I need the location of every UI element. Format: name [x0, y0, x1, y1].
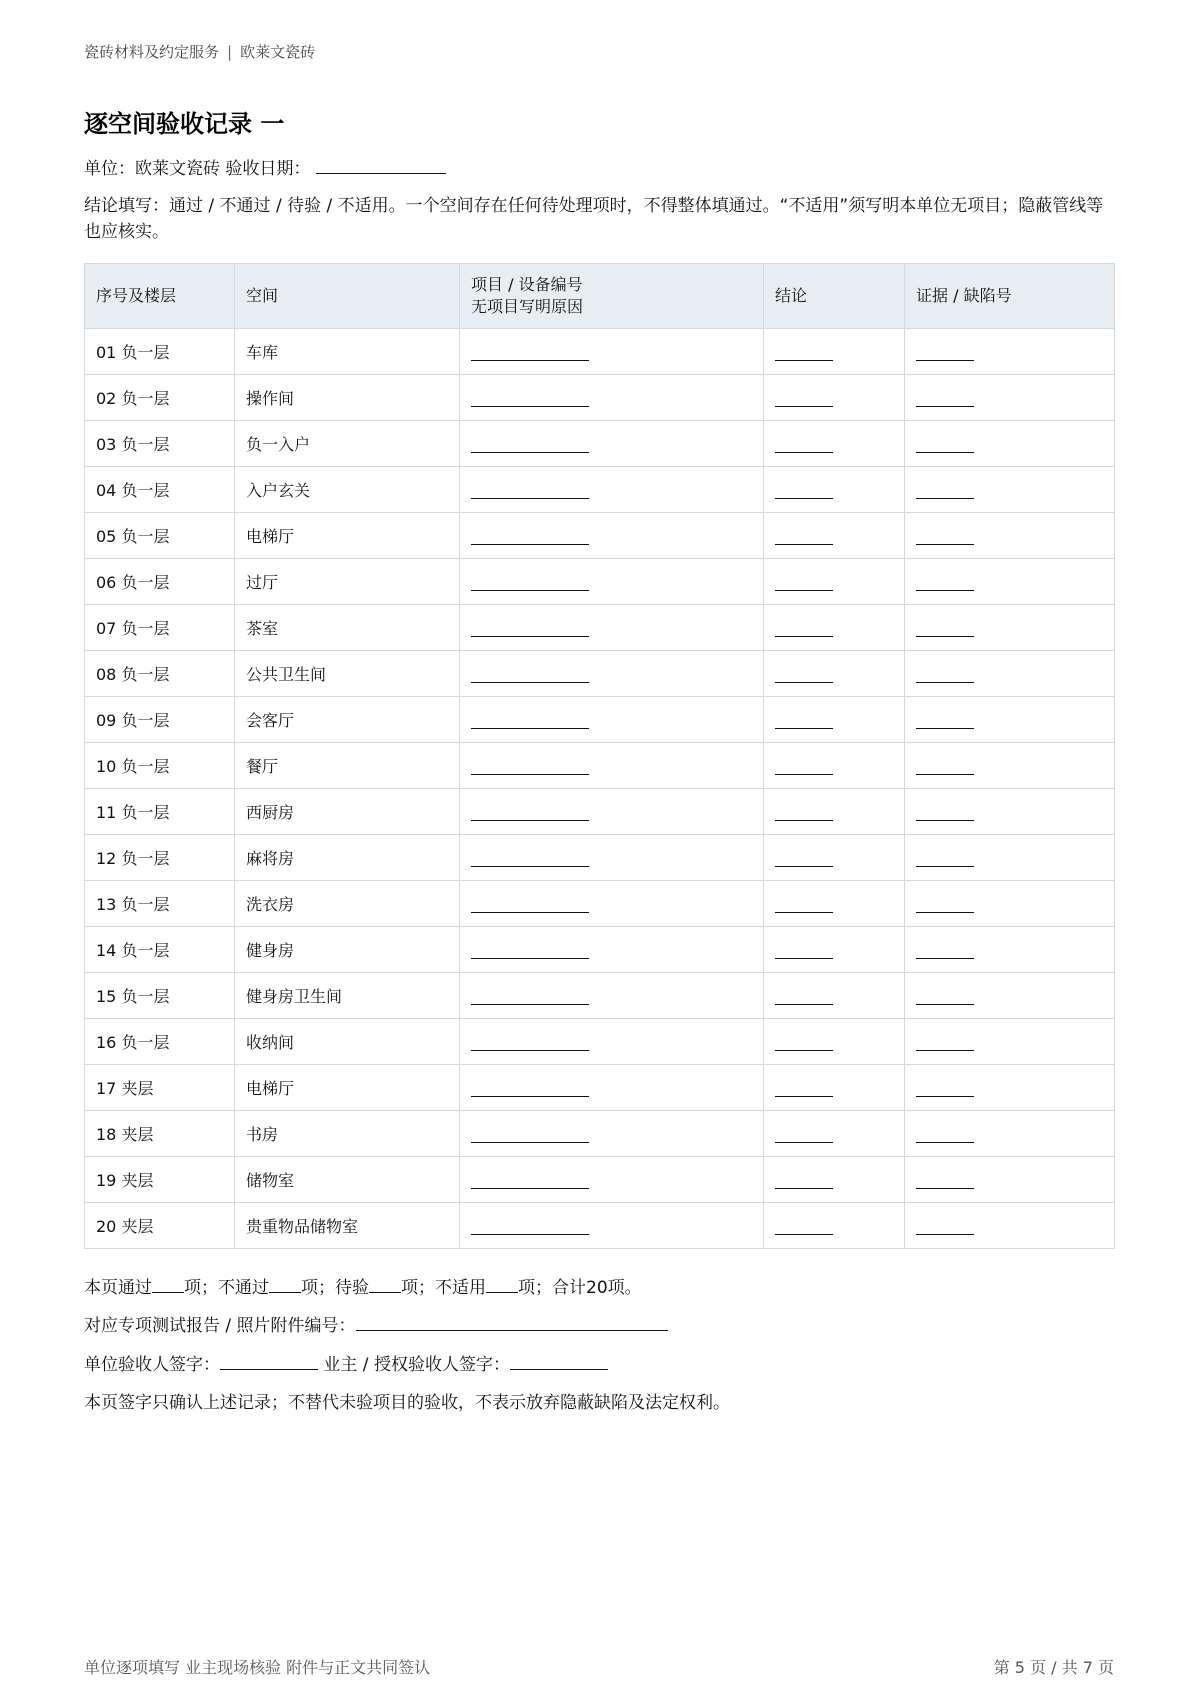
- table-row: [85, 881, 1115, 927]
- row-seq-floor: 04 负一层: [85, 467, 235, 513]
- row-conclusion-cell: [764, 329, 905, 375]
- report-number-blank[interactable]: [356, 1315, 668, 1331]
- row-evidence-cell: [905, 467, 1115, 513]
- evidence-blank[interactable]: [916, 346, 974, 361]
- evidence-blank[interactable]: [916, 1220, 974, 1235]
- conclusion-blank[interactable]: [775, 438, 833, 453]
- row-evidence-cell: [905, 927, 1115, 973]
- row-evidence-cell: [905, 421, 1115, 467]
- pass-count-blank[interactable]: [152, 1277, 184, 1293]
- row-item-cell: [460, 467, 764, 513]
- conclusion-blank[interactable]: [775, 714, 833, 729]
- summary-na-label: 项；不适用: [401, 1278, 486, 1298]
- row-evidence-cell: [905, 973, 1115, 1019]
- row-seq-floor: 19 夹层: [85, 1157, 235, 1203]
- page-summary: [84, 1275, 642, 1301]
- table-row: [85, 927, 1115, 973]
- header-evidence: 证据 / 缺陷号: [905, 264, 1115, 329]
- row-item-cell: [460, 1019, 764, 1065]
- conclusion-blank[interactable]: [775, 1128, 833, 1143]
- pending-count-blank[interactable]: [369, 1277, 401, 1293]
- conclusion-blank[interactable]: [775, 760, 833, 775]
- row-seq-floor: 08 负一层: [85, 651, 235, 697]
- row-evidence-cell: [905, 697, 1115, 743]
- table-row: [85, 651, 1115, 697]
- row-conclusion-cell: [764, 605, 905, 651]
- row-seq-floor: 17 夹层: [85, 1065, 235, 1111]
- header-seq-floor: 序号及楼层: [85, 264, 235, 329]
- row-item-cell: [460, 973, 764, 1019]
- row-item-cell: [460, 1157, 764, 1203]
- conclusion-blank[interactable]: [775, 898, 833, 913]
- report-label: 对应专项测试报告 / 照片附件编号：: [84, 1316, 356, 1336]
- row-evidence-cell: [905, 1019, 1115, 1065]
- row-seq-floor: 01 负一层: [85, 329, 235, 375]
- evidence-blank[interactable]: [916, 760, 974, 775]
- evidence-blank[interactable]: [916, 622, 974, 637]
- row-seq-floor: 02 负一层: [85, 375, 235, 421]
- item-blank[interactable]: [471, 1220, 589, 1235]
- table-row: [85, 421, 1115, 467]
- unit-value: 欧莱文瓷砖: [135, 159, 220, 179]
- signature-line: [84, 1352, 608, 1378]
- conclusion-blank[interactable]: [775, 1174, 833, 1189]
- table-row: [85, 1203, 1115, 1249]
- item-blank[interactable]: [471, 944, 589, 959]
- row-evidence-cell: [905, 559, 1115, 605]
- row-item-cell: [460, 881, 764, 927]
- table-row: [85, 467, 1115, 513]
- evidence-blank[interactable]: [916, 530, 974, 545]
- item-blank[interactable]: [471, 852, 589, 867]
- unit-signer-label: 单位验收人签字：: [84, 1355, 220, 1375]
- evidence-blank[interactable]: [916, 852, 974, 867]
- unit-date-line: [84, 156, 446, 182]
- conclusion-blank[interactable]: [775, 1082, 833, 1097]
- date-blank[interactable]: [316, 158, 446, 174]
- row-conclusion-cell: [764, 1157, 905, 1203]
- row-evidence-cell: [905, 1111, 1115, 1157]
- table-row: [85, 513, 1115, 559]
- table-row: [85, 375, 1115, 421]
- row-seq-floor: 07 负一层: [85, 605, 235, 651]
- row-conclusion-cell: [764, 559, 905, 605]
- row-seq-floor: 18 夹层: [85, 1111, 235, 1157]
- conclusion-blank[interactable]: [775, 1220, 833, 1235]
- header-separator: |: [227, 43, 233, 61]
- row-item-cell: [460, 1203, 764, 1249]
- row-seq-floor: 10 负一层: [85, 743, 235, 789]
- row-conclusion-cell: [764, 1065, 905, 1111]
- item-blank[interactable]: [471, 1082, 589, 1097]
- row-space: 入户玄关: [235, 467, 460, 513]
- conclusion-blank[interactable]: [775, 346, 833, 361]
- table-header-row: [85, 264, 1115, 329]
- row-space: 车库: [235, 329, 460, 375]
- row-seq-floor: 20 夹层: [85, 1203, 235, 1249]
- header-company: 欧莱文瓷砖: [240, 43, 316, 61]
- evidence-blank[interactable]: [916, 1082, 974, 1097]
- row-conclusion-cell: [764, 973, 905, 1019]
- row-evidence-cell: [905, 881, 1115, 927]
- summary-pending-label: 项；待验: [301, 1278, 369, 1298]
- item-blank[interactable]: [471, 530, 589, 545]
- row-conclusion-cell: [764, 881, 905, 927]
- table-row: [85, 789, 1115, 835]
- row-space: 操作间: [235, 375, 460, 421]
- conclusion-blank[interactable]: [775, 668, 833, 683]
- row-space: 会客厅: [235, 697, 460, 743]
- row-evidence-cell: [905, 1157, 1115, 1203]
- page-title: 逐空间验收记录 一: [84, 110, 285, 138]
- header-conclusion: 结论: [764, 264, 905, 329]
- running-header: [84, 41, 315, 62]
- conclusion-blank[interactable]: [775, 392, 833, 407]
- row-conclusion-cell: [764, 1019, 905, 1065]
- conclusion-blank[interactable]: [775, 622, 833, 637]
- row-evidence-cell: [905, 375, 1115, 421]
- item-blank[interactable]: [471, 714, 589, 729]
- owner-signature-blank[interactable]: [510, 1354, 608, 1370]
- table-row: [85, 329, 1115, 375]
- item-blank[interactable]: [471, 1174, 589, 1189]
- row-seq-floor: 15 负一层: [85, 973, 235, 1019]
- conclusion-blank[interactable]: [775, 1036, 833, 1051]
- evidence-blank[interactable]: [916, 1036, 974, 1051]
- table-row: [85, 1019, 1115, 1065]
- row-conclusion-cell: [764, 835, 905, 881]
- item-blank[interactable]: [471, 1036, 589, 1051]
- row-item-cell: [460, 697, 764, 743]
- row-conclusion-cell: [764, 651, 905, 697]
- signature-disclaimer: 本页签字只确认上述记录；不替代未验项目的验收，不表示放弃隐蔽缺陷及法定权利。: [84, 1393, 730, 1413]
- conclusion-blank[interactable]: [775, 484, 833, 499]
- evidence-blank[interactable]: [916, 806, 974, 821]
- row-seq-floor: 06 负一层: [85, 559, 235, 605]
- row-conclusion-cell: [764, 789, 905, 835]
- item-blank[interactable]: [471, 1128, 589, 1143]
- acceptance-table: [84, 263, 1115, 1249]
- header-space: 空间: [235, 264, 460, 329]
- row-conclusion-cell: [764, 697, 905, 743]
- row-evidence-cell: [905, 1203, 1115, 1249]
- row-space: 贵重物品储物室: [235, 1203, 460, 1249]
- item-blank[interactable]: [471, 668, 589, 683]
- evidence-blank[interactable]: [916, 1128, 974, 1143]
- row-space: 电梯厅: [235, 1065, 460, 1111]
- table-row: [85, 559, 1115, 605]
- item-blank[interactable]: [471, 484, 589, 499]
- evidence-blank[interactable]: [916, 438, 974, 453]
- row-space: 健身房: [235, 927, 460, 973]
- conclusion-blank[interactable]: [775, 852, 833, 867]
- row-space: 茶室: [235, 605, 460, 651]
- table-row: [85, 1065, 1115, 1111]
- evidence-blank[interactable]: [916, 668, 974, 683]
- row-item-cell: [460, 1065, 764, 1111]
- item-blank[interactable]: [471, 806, 589, 821]
- unit-signature-blank[interactable]: [220, 1354, 318, 1370]
- row-item-cell: [460, 421, 764, 467]
- row-item-cell: [460, 789, 764, 835]
- item-blank[interactable]: [471, 990, 589, 1005]
- evidence-blank[interactable]: [916, 944, 974, 959]
- row-conclusion-cell: [764, 375, 905, 421]
- row-evidence-cell: [905, 651, 1115, 697]
- owner-signer-label: 业主 / 授权验收人签字：: [323, 1355, 510, 1375]
- row-space: 书房: [235, 1111, 460, 1157]
- row-conclusion-cell: [764, 421, 905, 467]
- evidence-blank[interactable]: [916, 898, 974, 913]
- row-seq-floor: 12 负一层: [85, 835, 235, 881]
- row-item-cell: [460, 375, 764, 421]
- row-item-cell: [460, 651, 764, 697]
- header-item: [460, 264, 764, 329]
- row-evidence-cell: [905, 743, 1115, 789]
- item-blank[interactable]: [471, 346, 589, 361]
- row-seq-floor: 05 负一层: [85, 513, 235, 559]
- fail-count-blank[interactable]: [269, 1277, 301, 1293]
- row-item-cell: [460, 329, 764, 375]
- table-row: [85, 973, 1115, 1019]
- row-seq-floor: 13 负一层: [85, 881, 235, 927]
- row-evidence-cell: [905, 329, 1115, 375]
- evidence-blank[interactable]: [916, 576, 974, 591]
- row-conclusion-cell: [764, 1203, 905, 1249]
- summary-fail-label: 项；不通过: [184, 1278, 269, 1298]
- item-blank[interactable]: [471, 898, 589, 913]
- evidence-blank[interactable]: [916, 1174, 974, 1189]
- row-space: 公共卫生间: [235, 651, 460, 697]
- conclusion-blank[interactable]: [775, 530, 833, 545]
- item-blank[interactable]: [471, 438, 589, 453]
- date-label: 验收日期：: [225, 159, 311, 179]
- row-space: 餐厅: [235, 743, 460, 789]
- row-space: 负一入户: [235, 421, 460, 467]
- evidence-blank[interactable]: [916, 990, 974, 1005]
- row-space: 健身房卫生间: [235, 973, 460, 1019]
- row-space: 洗衣房: [235, 881, 460, 927]
- header-item-line1: 项目 / 设备编号: [471, 275, 583, 294]
- row-item-cell: [460, 1111, 764, 1157]
- row-conclusion-cell: [764, 513, 905, 559]
- row-item-cell: [460, 835, 764, 881]
- page-number: 第 5 页 / 共 7 页: [993, 1658, 1114, 1677]
- table-row: [85, 605, 1115, 651]
- conclusion-blank[interactable]: [775, 806, 833, 821]
- row-seq-floor: 16 负一层: [85, 1019, 235, 1065]
- row-item-cell: [460, 559, 764, 605]
- row-seq-floor: 09 负一层: [85, 697, 235, 743]
- row-evidence-cell: [905, 513, 1115, 559]
- row-item-cell: [460, 513, 764, 559]
- row-item-cell: [460, 743, 764, 789]
- row-conclusion-cell: [764, 927, 905, 973]
- table-row: [85, 1111, 1115, 1157]
- row-seq-floor: 14 负一层: [85, 927, 235, 973]
- row-conclusion-cell: [764, 1111, 905, 1157]
- conclusion-blank[interactable]: [775, 990, 833, 1005]
- row-evidence-cell: [905, 835, 1115, 881]
- item-blank[interactable]: [471, 392, 589, 407]
- table-row: [85, 697, 1115, 743]
- row-space: 储物室: [235, 1157, 460, 1203]
- item-blank[interactable]: [471, 576, 589, 591]
- row-item-cell: [460, 927, 764, 973]
- table-row: [85, 1157, 1115, 1203]
- row-item-cell: [460, 605, 764, 651]
- row-space: 收纳间: [235, 1019, 460, 1065]
- row-space: 电梯厅: [235, 513, 460, 559]
- row-space: 过厅: [235, 559, 460, 605]
- row-space: 西厨房: [235, 789, 460, 835]
- conclusion-blank[interactable]: [775, 576, 833, 591]
- summary-total-label: 项；合计20项。: [518, 1278, 642, 1298]
- footer-note: 单位逐项填写 业主现场核验 附件与正文共同签认: [84, 1658, 431, 1677]
- na-count-blank[interactable]: [486, 1277, 518, 1293]
- row-evidence-cell: [905, 605, 1115, 651]
- item-blank[interactable]: [471, 622, 589, 637]
- report-number-line: [84, 1313, 668, 1339]
- row-space: 麻将房: [235, 835, 460, 881]
- row-seq-floor: 03 负一层: [85, 421, 235, 467]
- row-evidence-cell: [905, 789, 1115, 835]
- summary-pass-label: 本页通过: [84, 1278, 152, 1298]
- item-blank[interactable]: [471, 760, 589, 775]
- header-item-line2: 无项目写明原因: [471, 297, 584, 316]
- row-conclusion-cell: [764, 743, 905, 789]
- conclusion-blank[interactable]: [775, 944, 833, 959]
- table-row: [85, 743, 1115, 789]
- evidence-blank[interactable]: [916, 714, 974, 729]
- header-doc-title: 瓷砖材料及约定服务: [84, 43, 220, 61]
- row-conclusion-cell: [764, 467, 905, 513]
- evidence-blank[interactable]: [916, 484, 974, 499]
- table-row: [85, 835, 1115, 881]
- row-evidence-cell: [905, 1065, 1115, 1111]
- unit-label: 单位：: [84, 159, 135, 179]
- row-seq-floor: 11 负一层: [85, 789, 235, 835]
- fill-instructions: 结论填写：通过 / 不通过 / 待验 / 不适用。一个空间存在任何待处理项时，不得整体填通过。“不适用”须写明本单位无项目；隐蔽管线等也应核实。: [84, 196, 1104, 242]
- evidence-blank[interactable]: [916, 392, 974, 407]
